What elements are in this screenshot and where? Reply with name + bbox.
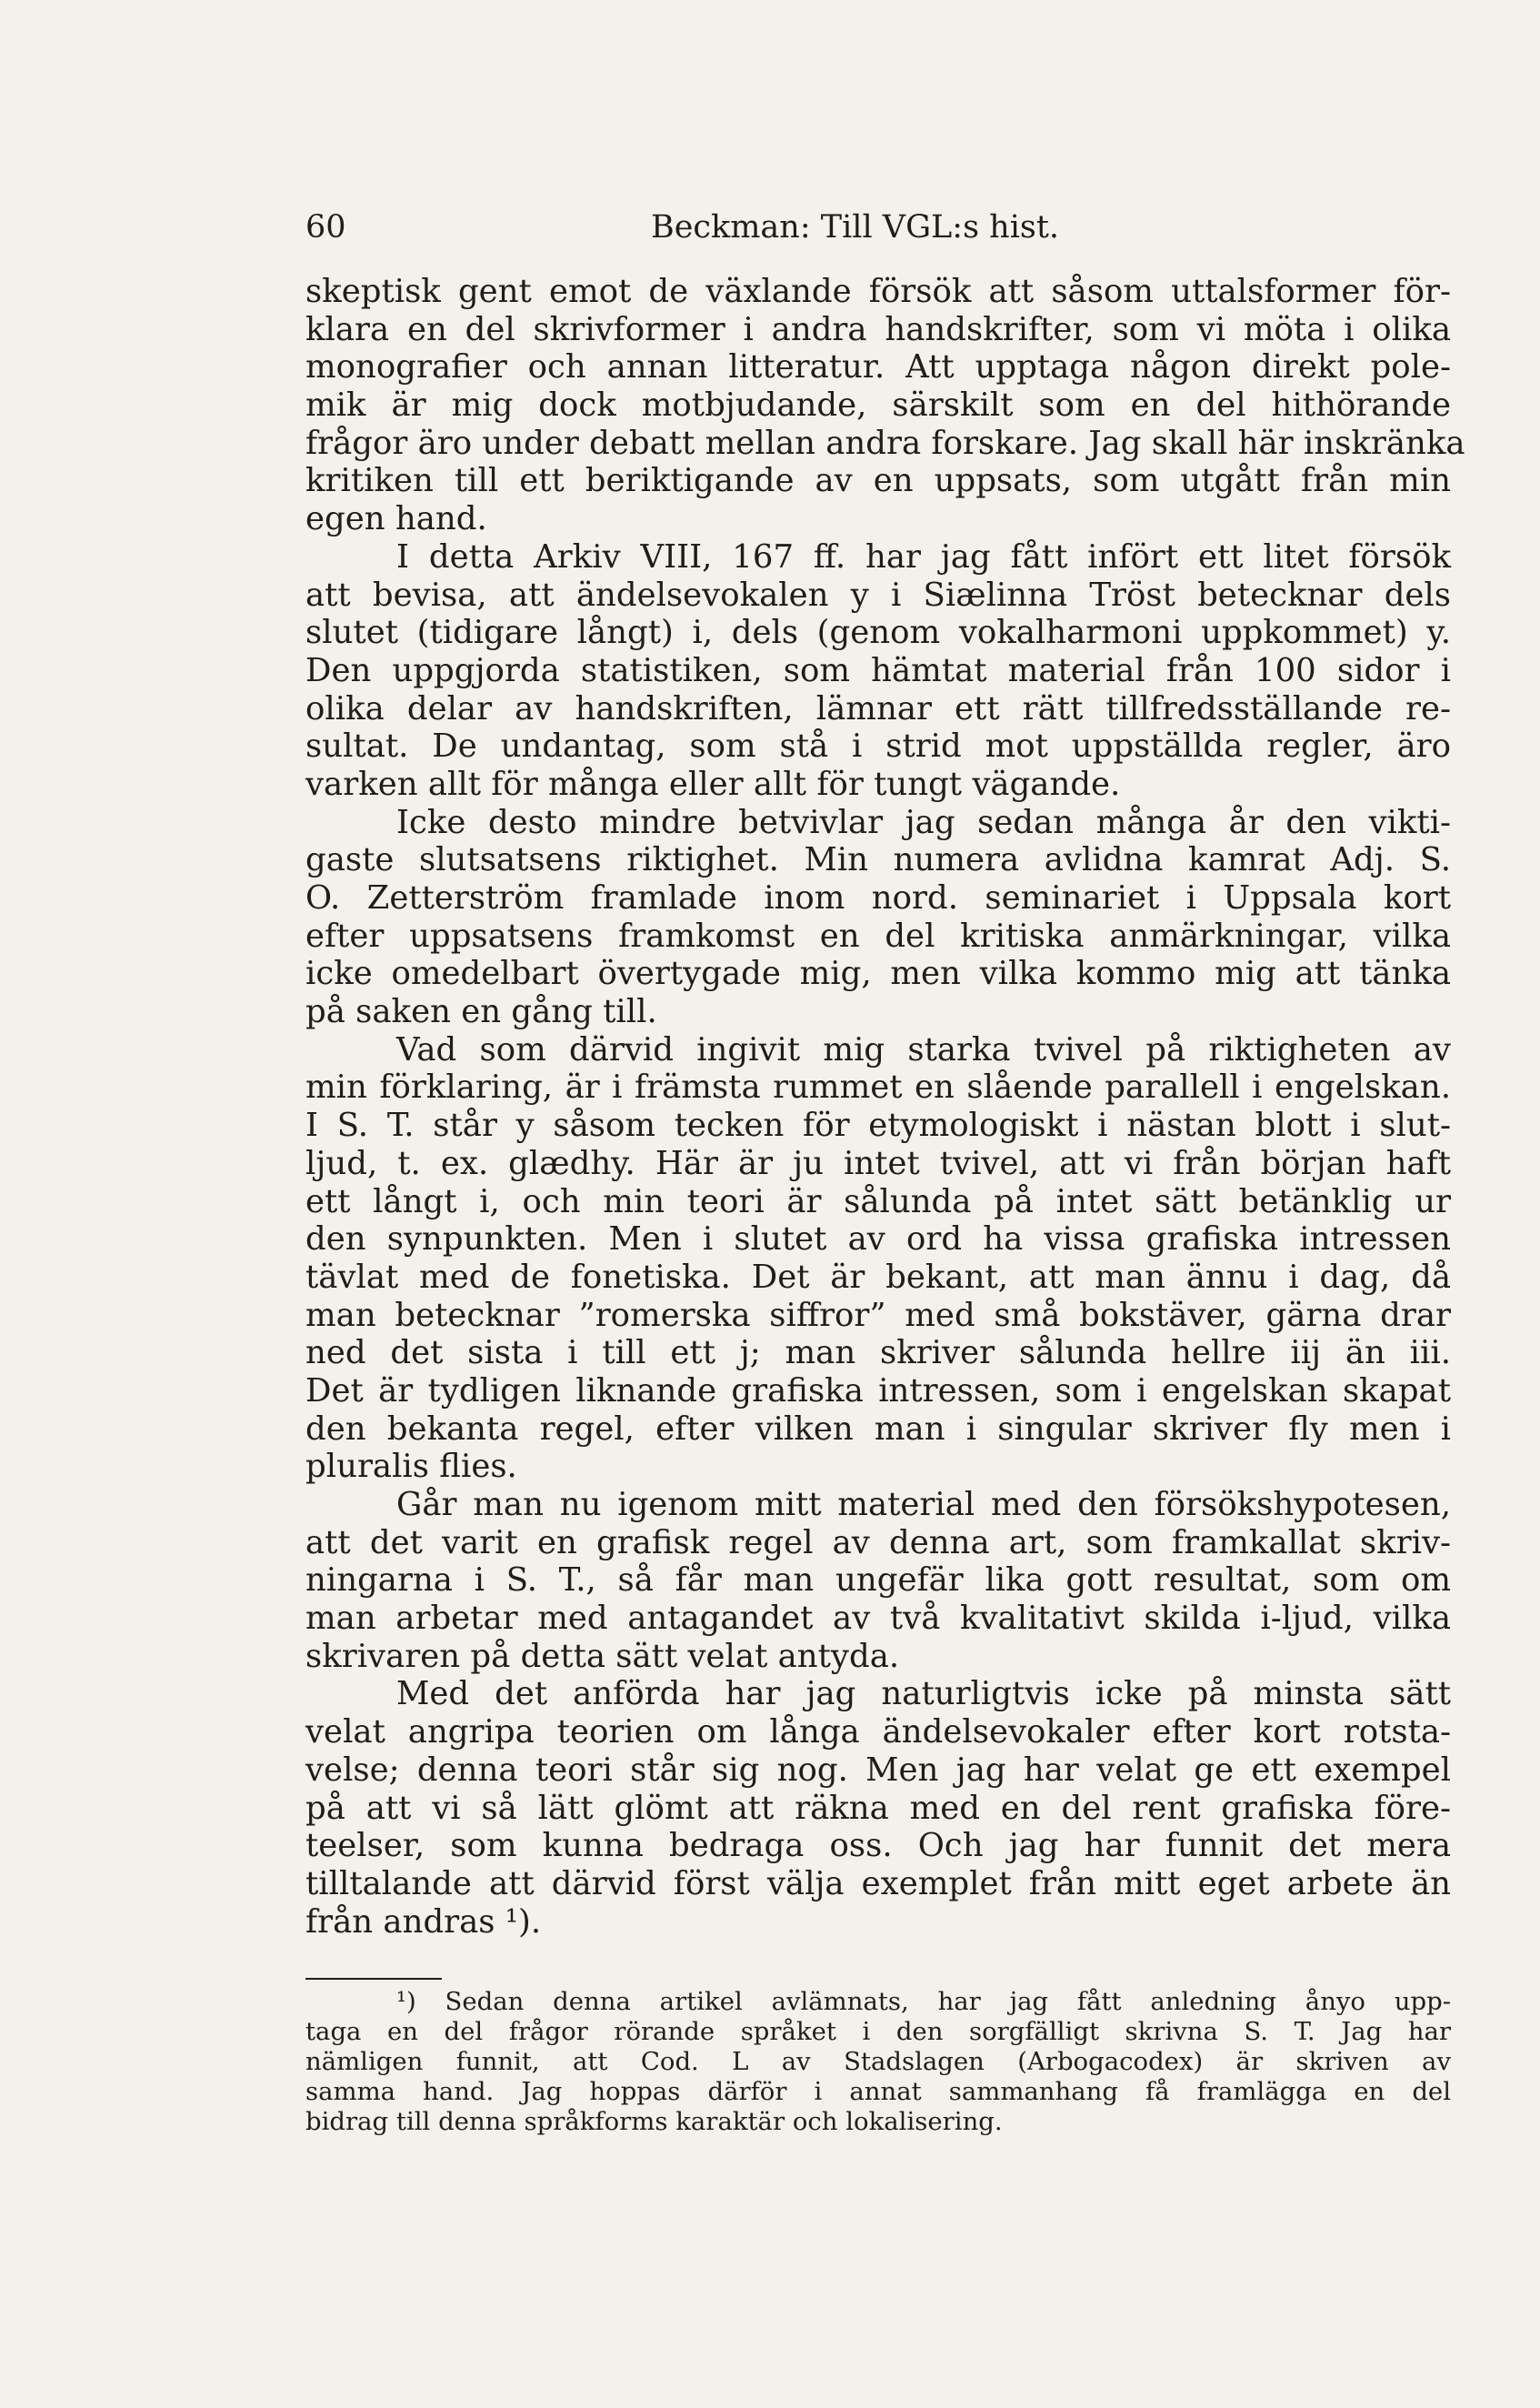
body-line: skrivaren på detta sätt velat antyda. xyxy=(305,1637,900,1675)
body-line: frågor äro under debatt mellan andra forskare. Jag skall här inskränka xyxy=(305,424,1465,462)
page-header xyxy=(305,200,1451,255)
body-line: ljud, t. ex. glædhy. Här är ju intet tvivel, att vi från början haft xyxy=(305,1144,1451,1182)
body-line: man betecknar ”romerska siffror” med små bokstäver, gärna drar xyxy=(305,1296,1451,1334)
body-line: slutet (tidigare långt) i, dels (genom vokalharmoni uppkommet) y. xyxy=(305,614,1451,652)
footnote xyxy=(305,1987,1451,2137)
body-line: min förklaring, är i främsta rummet en slående parallell i engelskan. xyxy=(305,1069,1451,1107)
footnote-line: samma hand. Jag hoppas därför i annat sammanhang få framlägga en del xyxy=(305,2077,1451,2106)
body-line: att bevisa, att ändelsevokalen y i Siælinna Tröst betecknar dels xyxy=(305,576,1451,614)
body-line: varken allt för många eller allt för tungt vägande. xyxy=(305,765,1121,803)
body-line: Går man nu igenom mitt material med den försökshypotesen, xyxy=(396,1486,1451,1523)
body-line: mik är mig dock motbjudande, särskilt som en del hithörande xyxy=(305,386,1451,425)
body-line: gaste slutsatsens riktighet. Min numera avlidna kamrat Adj. S. xyxy=(305,841,1451,879)
footnote-line: ¹) Sedan denna artikel avlämnats, har jag fått anledning ånyo upp- xyxy=(396,1987,1451,2016)
body-line: ned det sista i till ett j; man skriver sålunda hellre iij än iii. xyxy=(305,1334,1451,1372)
body-line: velat angripa teorien om långa ändelsevokaler efter kort rotsta- xyxy=(305,1713,1451,1751)
footnote-line: bidrag till denna språkforms karaktär och lokalisering. xyxy=(305,2107,1003,2136)
body-line: man arbetar med antagandet av två kvalitativt skilda i-ljud, vilka xyxy=(305,1600,1451,1638)
body-line: ningarna i S. T., så får man ungefär lika gott resultat, som om xyxy=(305,1561,1451,1600)
body-line: tilltalande att därvid först välja exemplet från mitt eget arbete än xyxy=(305,1864,1451,1902)
body-line: icke omedelbart övertygade mig, men vilka kommo mig att tänka xyxy=(305,955,1451,993)
body-line: O. Zetterström framlade inom nord. seminariet i Uppsala kort xyxy=(305,879,1451,917)
body-line: den synpunkten. Men i slutet av ord ha vissa grafiska intressen xyxy=(305,1220,1451,1259)
body-line: Med det anförda har jag naturligtvis icke på minsta sätt xyxy=(396,1675,1451,1713)
body-line: ett långt i, och min teori är sålunda på intet sätt betänklig ur xyxy=(305,1182,1451,1220)
body-line: klara en del skrivformer i andra handskrifter, som vi möta i olika xyxy=(305,310,1451,348)
body-line: Vad som därvid ingivit mig starka tvivel på riktigheten av xyxy=(396,1030,1451,1069)
body-line: den bekanta regel, efter vilken man i singular skriver fly men i xyxy=(305,1410,1451,1448)
body-line: teelser, som kunna bedraga oss. Och jag har funnit det mera xyxy=(305,1827,1451,1865)
body-line: I detta Arkiv VIII, 167 ff. har jag fått infört ett litet försök xyxy=(396,537,1451,576)
body-line: på att vi så lätt glömt att räkna med en del rent grafiska före- xyxy=(305,1789,1451,1827)
body-line: skeptisk gent emot de växlande försök att såsom uttalsformer för- xyxy=(305,273,1451,310)
footnote-line: nämligen funnit, att Cod. L av Stadslagen (Arbogacodex) är skriven av xyxy=(305,2047,1451,2076)
body-line: Det är tydligen liknande grafiska intressen, som i engelskan skapat xyxy=(305,1371,1451,1410)
body-text xyxy=(305,273,1465,1941)
page-number: 60 xyxy=(305,209,346,246)
body-line: pluralis flies. xyxy=(305,1448,517,1486)
body-line: Den uppgjorda statistiken, som hämtat material från 100 sidor i xyxy=(305,651,1451,689)
body-line: Icke desto mindre betvivlar jag sedan många år den vikti- xyxy=(396,803,1451,841)
running-title: Beckman: Till VGL:s hist. xyxy=(651,209,1060,246)
body-line: efter uppsatsens framkomst en del kritiska anmärkningar, vilka xyxy=(305,917,1451,955)
body-line: kritiken till ett beriktigande av en uppsats, som utgått från min xyxy=(305,462,1451,500)
body-line: egen hand. xyxy=(305,500,487,538)
body-line: sultat. De undantag, som stå i strid mot uppställda regler, äro xyxy=(305,727,1451,766)
footnote-line: taga en del frågor rörande språket i den sorgfälligt skrivna S. T. Jag har xyxy=(305,2017,1451,2046)
footnote-separator xyxy=(305,1978,442,1980)
body-line: att det varit en grafisk regel av denna art, som framkallat skriv- xyxy=(305,1523,1451,1561)
body-line: velse; denna teori står sig nog. Men jag har velat ge ett exempel xyxy=(305,1751,1451,1789)
body-line: I S. T. står y såsom tecken för etymologiskt i nästan blott i slut- xyxy=(305,1107,1451,1145)
body-line: olika delar av handskriften, lämnar ett rätt tillfredsställande re- xyxy=(305,689,1451,727)
body-line: monografier och annan litteratur. Att upptaga någon direkt pole- xyxy=(305,348,1451,386)
body-line: på saken en gång till. xyxy=(305,993,657,1031)
body-line: tävlat med de fonetiska. Det är bekant, att man ännu i dag, då xyxy=(305,1258,1451,1296)
body-line: från andras ¹). xyxy=(305,1902,542,1941)
